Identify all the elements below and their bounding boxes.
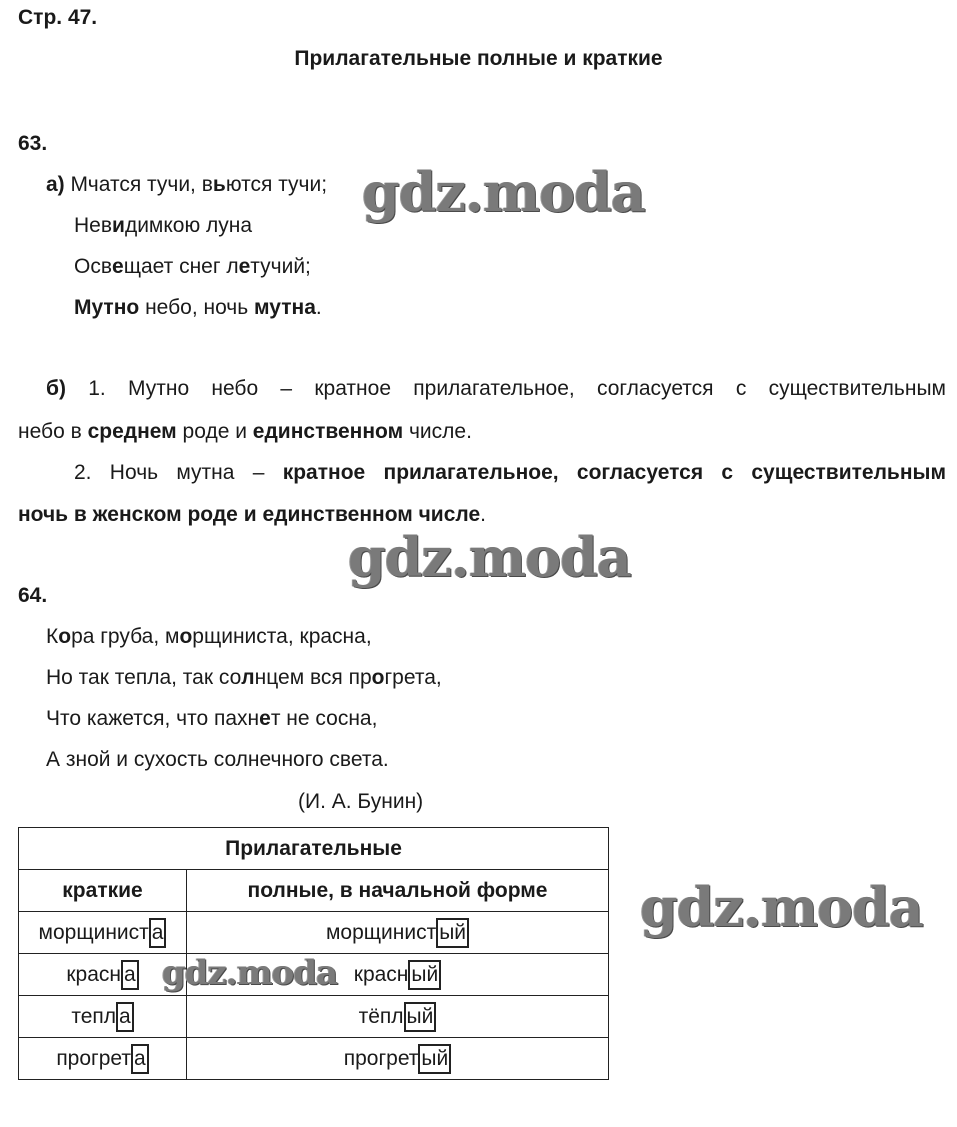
part-a-label: а) <box>46 173 65 196</box>
stressed-letter: и <box>112 214 125 237</box>
poem-64-line-4: А зной и сухость солнечного света. <box>46 748 389 771</box>
text-fragment: нцем вся пр <box>254 666 372 689</box>
column-full: полные, в начальной форме <box>187 870 609 912</box>
text-fragment: ются тучи; <box>225 173 328 196</box>
full-form-cell <box>187 996 609 1038</box>
text-fragment: ра груба, м <box>71 625 180 648</box>
word-ending: а <box>131 1044 149 1074</box>
table-row <box>19 996 609 1038</box>
poem-64-line-3 <box>46 707 377 731</box>
text-fragment: грета, <box>384 666 442 689</box>
stressed-letter: о <box>179 625 193 648</box>
word-stem: тёпл <box>358 1004 404 1028</box>
stressed-letter: о <box>371 666 385 689</box>
text-fragment: роде и <box>176 420 253 443</box>
part-b-line-4 <box>18 503 486 527</box>
word-ending: ый <box>436 918 469 948</box>
word-ending: ый <box>404 1002 437 1032</box>
stressed-letter: о <box>58 625 72 648</box>
text-fragment: димкою луна <box>124 214 253 237</box>
word-ending: ый <box>418 1044 451 1074</box>
poem-64-line-1 <box>46 625 372 649</box>
text-fragment: тучий; <box>250 255 311 278</box>
table-header: Прилагательные <box>19 828 609 870</box>
stressed-letter: л <box>241 666 255 689</box>
table-row <box>19 912 609 954</box>
text-fragment: Осв <box>74 255 112 278</box>
text-fragment: Мчатся тучи, в <box>64 173 213 196</box>
part-b-line-3 <box>74 461 946 485</box>
text-fragment: . <box>480 503 486 526</box>
text-fragment: рщиниста, красна, <box>192 625 372 648</box>
bold-term: единственном <box>252 420 404 443</box>
watermark: gdz.moda <box>362 160 645 224</box>
watermark: gdz.moda <box>162 953 338 993</box>
poem-author: (И. А. Бунин) <box>298 790 424 813</box>
stressed-letter: е <box>112 255 124 278</box>
full-form-cell <box>187 912 609 954</box>
full-form-cell <box>187 1038 609 1080</box>
short-form-cell <box>19 912 187 954</box>
stressed-letter: е <box>238 255 251 278</box>
word-stem: прогрет <box>343 1046 419 1070</box>
poem-63-line-4 <box>74 296 322 320</box>
poem-64-line-2 <box>46 666 442 690</box>
watermark: gdz.moda <box>640 875 923 939</box>
short-adjective: мутна <box>254 296 316 319</box>
text-fragment: Но так тепла, так со <box>46 666 242 689</box>
text-fragment: небо, ночь <box>139 296 255 319</box>
stressed-letter: е <box>259 707 271 730</box>
part-b-line-1 <box>46 377 946 401</box>
word-ending: а <box>121 960 139 990</box>
text-fragment: Что кажется, что пахн <box>46 707 260 730</box>
part-b-line-2 <box>18 420 472 444</box>
text-fragment: 1. Мутно небо – кратное прилагательное, согласуется с существительным <box>65 377 946 400</box>
word-ending: а <box>149 918 167 948</box>
exercise-64-number: 64. <box>18 584 48 607</box>
watermark: gdz.moda <box>348 525 631 589</box>
poem-63-line-2 <box>74 214 252 238</box>
text-fragment: 2. Ночь мутна – <box>74 461 283 484</box>
word-ending: а <box>116 1002 134 1032</box>
word-stem: красн <box>66 962 121 986</box>
stressed-letter: ь <box>212 173 226 196</box>
page-title: Прилагательные полные и краткие <box>294 47 663 70</box>
short-form-cell <box>19 1038 187 1080</box>
page-number: Стр. 47. <box>18 6 98 29</box>
table-row <box>19 1038 609 1080</box>
text-fragment: К <box>46 625 59 648</box>
word-ending: ый <box>408 960 441 990</box>
short-form-cell <box>19 996 187 1038</box>
part-b-label: б) <box>46 377 66 400</box>
text-fragment: . <box>315 296 322 319</box>
column-short: краткие <box>19 870 187 912</box>
bold-term: среднем <box>87 420 177 443</box>
word-stem: морщинист <box>325 920 437 944</box>
text-fragment: т не сосна, <box>270 707 378 730</box>
table-column-headers <box>19 870 609 912</box>
poem-63-line-3 <box>74 255 311 279</box>
bold-term: кратное прилагательное, согласуется с существительным <box>282 461 946 484</box>
text-fragment: щает снег л <box>123 255 239 278</box>
word-stem: прогрет <box>56 1046 131 1070</box>
text-fragment: небо в <box>18 420 88 443</box>
bold-term: ночь в женском роде и единственном числе <box>18 503 481 526</box>
word-stem: морщинист <box>38 920 149 944</box>
word-stem: красн <box>353 962 409 986</box>
short-adjective: Мутно <box>74 296 140 319</box>
text-fragment: числе. <box>403 420 472 443</box>
exercise-63-number: 63. <box>18 132 48 155</box>
word-stem: тепл <box>71 1004 116 1028</box>
poem-63-line-1 <box>46 173 327 197</box>
text-fragment: Нев <box>74 214 113 237</box>
table-header-row <box>19 828 609 870</box>
